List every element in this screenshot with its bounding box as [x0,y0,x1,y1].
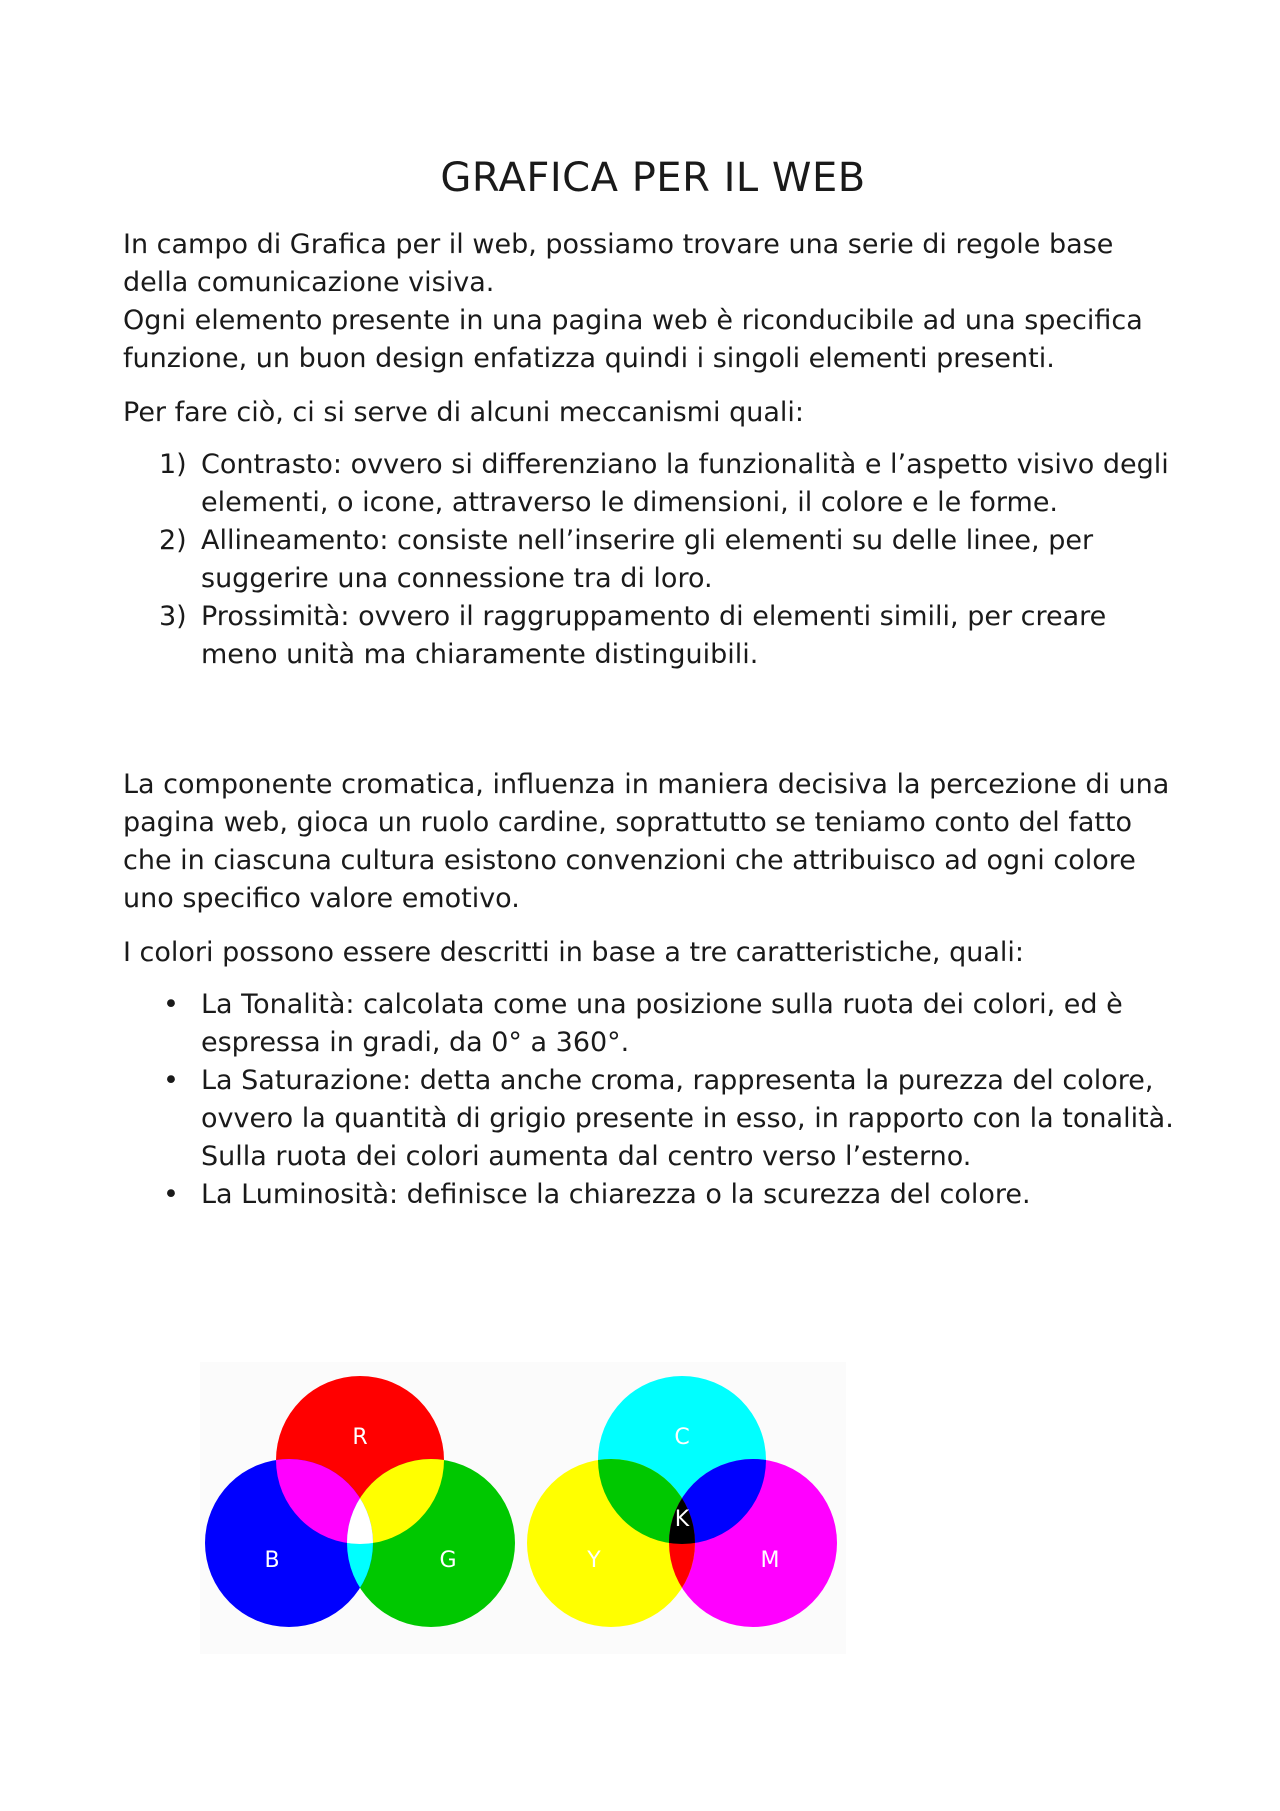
document-page [123,150,1183,1214]
color-paragraph-2: I colori possono essere descritti in base a tre caratteristiche, quali: [123,937,1024,968]
list-item [123,522,1183,598]
intro-paragraph-2: Ogni elemento presente in una pagina web è riconducibile ad una specifica funzione, un buon design enfatizza quindi i singoli elementi presenti. [123,305,1143,374]
list-item [123,446,1183,522]
label-r: R [352,1425,368,1450]
label-b: B [264,1548,280,1573]
bullet-icon: • [163,1065,179,1096]
bullet-icon: • [163,989,179,1020]
intro-paragraph-1: In campo di Grafica per il web, possiamo trovare una serie di regole base della comunicazione visiva. [123,229,1114,298]
mechanisms-list [123,446,1183,674]
label-c: C [674,1425,690,1450]
list-item-text: Allineamento: consiste nell’inserire gli elementi su delle linee, per suggerire una connessione tra di loro. [201,525,1094,594]
rgb-diagram [205,1376,515,1627]
label-m: M [760,1548,780,1573]
color-paragraph-1: La componente cromatica, influenza in maniera decisiva la percezione di una pagina web, gioca un ruolo cardine, soprattutto se teniamo conto del fatto che in ciascuna cultura esistono convenzioni che attribuisco ad ogni colore uno specifico valore emotivo. [123,769,1170,914]
characteristics-list [123,986,1183,1214]
cmyk-diagram [527,1376,837,1627]
list-item [123,986,1183,1062]
list-item [123,1062,1183,1176]
bullet-icon: • [163,1179,179,1210]
intro-paragraph-3: Per fare ciò, ci si serve di alcuni meccanismi quali: [123,397,804,428]
list-item [123,1176,1183,1214]
label-g: G [439,1548,457,1573]
list-marker: 3) [159,601,187,632]
list-marker: 1) [159,449,187,480]
list-item [123,598,1183,674]
label-k: K [674,1507,690,1532]
list-item-text: La Saturazione: detta anche croma, rappresenta la purezza del colore, ovvero la quantità di grigio presente in esso, in rapporto con la tonalità. Sulla ruota dei colori aumenta dal centro verso l’esterno. [201,1065,1174,1172]
label-y: Y [587,1548,601,1573]
list-item-text: Prossimità: ovvero il raggruppamento di elementi simili, per creare meno unità ma chiaramente distinguibili. [201,601,1107,670]
list-item-text: Contrasto: ovvero si differenziano la funzionalità e l’aspetto visivo degli elementi, o icone, attraverso le dimensioni, il colore e le forme. [201,449,1169,518]
color-model-diagram [200,1362,846,1654]
list-item-text: La Luminosità: definisce la chiarezza o la scurezza del colore. [201,1179,1031,1210]
list-item-text: La Tonalità: calcolata come una posizione sulla ruota dei colori, ed è espressa in gradi, da 0° a 360°. [201,989,1123,1058]
list-marker: 2) [159,525,187,556]
page-title: GRAFICA PER IL WEB [440,155,866,201]
color-model-svg [200,1362,846,1654]
